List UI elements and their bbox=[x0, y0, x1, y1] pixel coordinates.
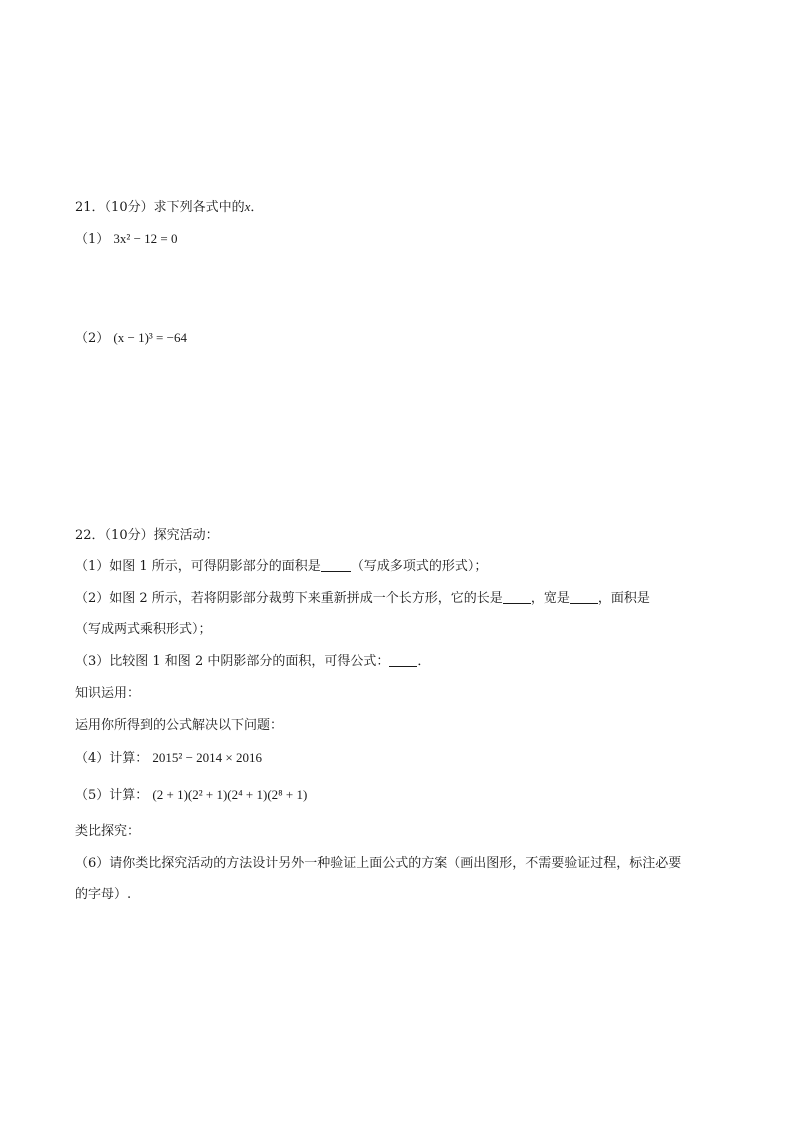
q21-variable: x bbox=[244, 199, 251, 214]
q22-part6-continued: 的字母）. bbox=[75, 887, 132, 902]
q21-title bbox=[75, 198, 263, 217]
q22-part1-blank[interactable] bbox=[321, 559, 351, 572]
q22-part5 bbox=[75, 786, 307, 805]
q22-part1 bbox=[75, 558, 487, 576]
q22-use-formula: 运用你所得到的公式解决以下问题： bbox=[75, 718, 284, 733]
q22-part3 bbox=[75, 653, 430, 671]
q22-part2-note: （写成两式乘积形式）； bbox=[75, 622, 212, 637]
q22-part4-label: （4）计算： bbox=[75, 751, 149, 766]
q21-title-text: 21．（10分）求下列各式中的 bbox=[75, 200, 245, 215]
q22-part1-text: （1）如图 1 所示，可得阴影部分的面积是 bbox=[75, 559, 321, 574]
q22-part2 bbox=[75, 590, 650, 608]
q21-part2-label: （2） bbox=[75, 331, 110, 346]
q21-part1-label: （1） bbox=[75, 232, 110, 247]
q22-part3-text: （3）比较图 1 和图 2 中阴影部分的面积，可得公式： bbox=[75, 654, 390, 669]
q22-part2-text: （2）如图 2 所示，若将阴影部分裁剪下来重新拼成一个长方形，它的长是 bbox=[75, 591, 503, 606]
q22-part2-length-blank[interactable] bbox=[503, 591, 531, 604]
q22-part2-area-text: ，面积是 bbox=[597, 591, 650, 606]
q22-part4 bbox=[75, 749, 262, 768]
q22-part4-expr: 2015² − 2014 × 2016 bbox=[152, 750, 262, 765]
q22-part2-width-blank[interactable] bbox=[570, 591, 598, 604]
q21-part1-expr: 3x² − 12 = 0 bbox=[113, 231, 178, 246]
q22-knowledge-heading: 知识运用： bbox=[75, 686, 141, 701]
q22-part5-expr: (2 + 1)(2² + 1)(2⁴ + 1)(2⁸ + 1) bbox=[152, 787, 308, 802]
q22-title: 22．（10分）探究活动： bbox=[75, 528, 219, 543]
q22-part5-label: （5）计算： bbox=[75, 788, 149, 803]
q22-part6: （6）请你类比探究活动的方法设计另外一种验证上面公式的方案（画出图形，不需要验证过程，标注必要 bbox=[75, 856, 682, 871]
q21-part1 bbox=[75, 230, 177, 249]
q21-part2-expr: (x − 1)³ = −64 bbox=[113, 330, 187, 345]
q22-part2-width-text: ，宽是 bbox=[530, 591, 570, 606]
q22-part1-note: （写成多项式的形式）； bbox=[350, 559, 488, 574]
q21-part2 bbox=[75, 329, 187, 348]
q21-title-end: ． bbox=[250, 200, 264, 215]
q22-part3-blank[interactable] bbox=[389, 654, 417, 667]
q22-analogy-heading: 类比探究： bbox=[75, 824, 141, 839]
q22-part3-end: ． bbox=[417, 654, 431, 669]
